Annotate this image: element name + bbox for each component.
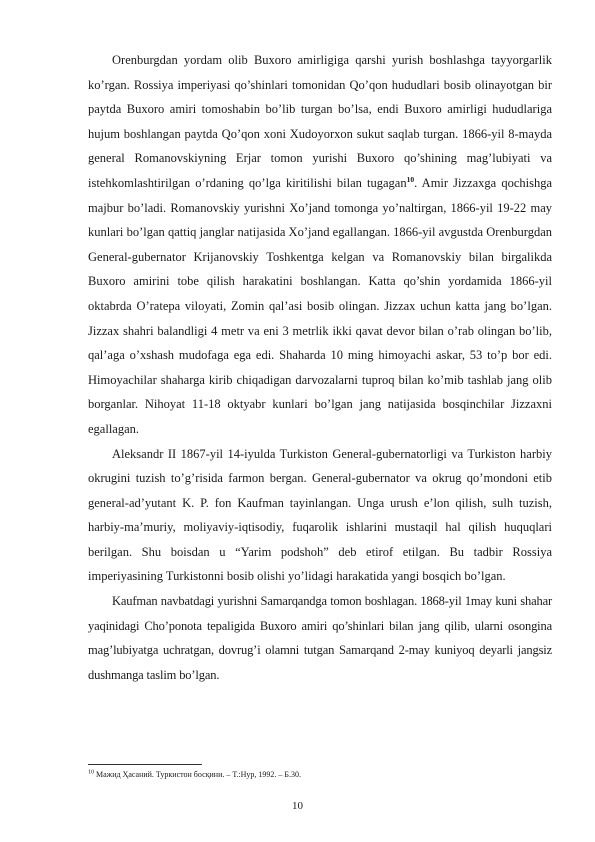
body-text bbox=[88, 48, 552, 687]
footnote-reference[interactable]: 10 bbox=[406, 174, 415, 184]
paragraph-2: Aleksandr II 1867-yil 14-iyulda Turkiston General-gubernatorligi va Turkiston harbiy okrugini tuzish to’g’risida farmon bergan. General-gubernator va okrug qo’mondoni etib general-ad’yutant K. P. fon Kaufman tayinlangan. Unga urush e’lon qilish, sulh tuzish, harbiy-ma’muriy, moliyaviy-iqtisodiy, fuqarolik ishlarini mustaqil hal qilish huquqlari berilgan. Shu boisdan u “Yarim podshoh” deb etirof etilgan. Bu tadbir Rossiya imperiyasining Turkistonni bosib olishi yo’lidagi harakatida yangi bosqich bo’lgan. bbox=[88, 446, 552, 584]
paragraph-1-part-a: Orenburgdan yordam olib Buxoro amirligiga qarshi yurish boshlashga tayyorgarlik ko’rgan. Rossiya imperiyasi qo’shinlari tomonidan Qo’qon hududlari bosib olinayotgan bir paytda Buxoro amiri tomoshabin bo’lib turgan bo’lsa, endi Buxoro amirligi hududlariga hujum boshlangan paytda Qo’qon xoni Xudoyorxon sukut saqlab turgan. 1866-yil 8-mayda general Romanovskiyning Erjar tomon yurishi Buxoro qo’shining mag’lubiyati va istehkomlashtirilgan o’rdaning qo’lga kiritilishi bilan tugagan bbox=[88, 53, 552, 190]
footnote-number: 10 bbox=[88, 769, 94, 776]
paragraph-1-part-b: . Amir Jizzaxga qochishga majbur bo’ladi. Romanovskiy yurishni Xo’jand tomonga yo’naltirgan, 1866-yil 19-22 may kunlari bo’lgan qattiq janglar natijasida Xo’jand egallangan. 1866-yil avgustda Orenburgdan General-gubernator Krijanovskiy Toshkentga kelgan va Romanovskiy bilan birgalikda Buxoro amirini tobe qilish harakatini boshlangan. Katta qo’shin yordamida 1866-yil oktabrda O’ratepa viloyati, Zomin qal’asi bosib olingan. Jizzax uchun katta jang bo’lgan. Jizzax shahri balandligi 4 metr va eni 3 metrlik ikki qavat devor bilan o’rab olingan bo’lib, qal’aga o’xshash mudofaga ega edi. Shaharda 10 ming himoyachi askar, 53 to’p bor edi. Himoyachilar shaharga kirib chiqadigan darvozalarni tuproq bilan ko’mib tashlab jang olib borganlar. Nihoyat 11-18 oktyabr kunlari bo’lgan jang natijasida bosqinchilar Jizzaxni egallagan. bbox=[88, 175, 553, 436]
paragraph-3: Kaufman navbatdagi yurishni Samarqandga tomon boshlagan. 1868-yil 1may kuni shahar yaqinidagi Cho’ponota tepaligida Buxoro amiri qo’shinlari bilan jang qilib, ularni osongina mag’lubiyatga uchratgan, dovrug’i olamni tutgan Samarqand 2-may kuniyoq deyarli jangsiz dushmanga taslim bo’lgan. bbox=[88, 594, 552, 682]
footnote-divider bbox=[88, 764, 202, 765]
paragraph-1 bbox=[88, 48, 552, 442]
page-number: 10 bbox=[292, 800, 303, 812]
footnote bbox=[88, 769, 552, 781]
footnote-text: Мажид Ҳасаний. Туркистон босқини. – Т.:Нур, 1992. – Б.30. bbox=[94, 770, 302, 779]
